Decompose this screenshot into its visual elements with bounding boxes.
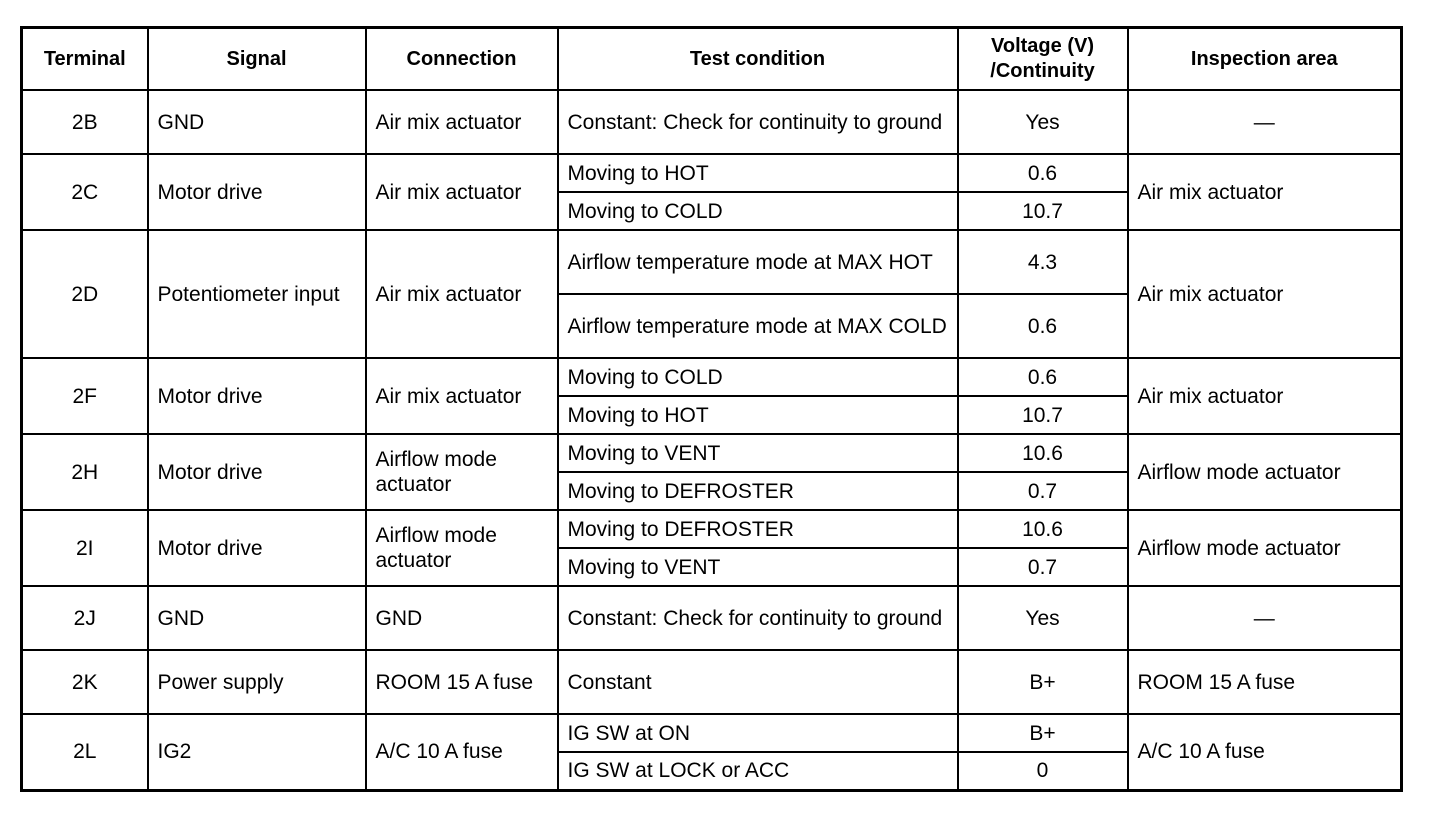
terminal-cell: 2I [22,510,148,586]
condition-cell: Moving to DEFROSTER [558,510,958,548]
inspection-cell: Air mix actuator [1128,358,1402,434]
terminal-cell: 2K [22,650,148,714]
value-cell: Yes [958,586,1128,650]
inspection-cell: A/C 10 A fuse [1128,714,1402,790]
connection-cell: Air mix actuator [366,154,558,230]
terminal-cell: 2D [22,230,148,358]
terminal-inspection-table [20,26,1403,792]
value-cell: 10.6 [958,510,1128,548]
header-voltage-line2: /Continuity [990,60,1095,82]
signal-cell: Motor drive [148,154,366,230]
table-row [22,650,1402,714]
condition-cell: Constant: Check for continuity to ground [558,90,958,154]
condition-cell: IG SW at LOCK or ACC [558,752,958,790]
condition-cell: Moving to VENT [558,548,958,586]
terminal-table-container [20,26,1403,792]
header-signal: Signal [148,28,366,91]
signal-cell: Motor drive [148,434,366,510]
condition-cell: Airflow temperature mode at MAX HOT [558,230,958,294]
value-cell: 10.6 [958,434,1128,472]
inspection-cell: ROOM 15 A fuse [1128,650,1402,714]
inspection-cell: — [1128,90,1402,154]
header-voltage-line1: Voltage (V) [991,35,1094,57]
table-row [22,90,1402,154]
signal-cell: Power supply [148,650,366,714]
condition-cell: Moving to VENT [558,434,958,472]
value-cell: 0.7 [958,472,1128,510]
connection-cell: Airflow mode actuator [366,434,558,510]
inspection-cell: Airflow mode actuator [1128,434,1402,510]
condition-cell: Constant [558,650,958,714]
connection-cell: ROOM 15 A fuse [366,650,558,714]
signal-cell: Motor drive [148,358,366,434]
signal-cell: GND [148,586,366,650]
header-terminal: Terminal [22,28,148,91]
value-cell: 4.3 [958,230,1128,294]
condition-cell: Moving to COLD [558,358,958,396]
table-row [22,510,1402,548]
value-cell: 0.6 [958,154,1128,192]
value-cell: 0.6 [958,358,1128,396]
signal-cell: Motor drive [148,510,366,586]
value-cell: 0 [958,752,1128,790]
connection-cell: Air mix actuator [366,90,558,154]
table-row [22,714,1402,752]
connection-cell: Air mix actuator [366,358,558,434]
inspection-cell: Air mix actuator [1128,230,1402,358]
connection-cell: A/C 10 A fuse [366,714,558,790]
signal-cell: Potentiometer input [148,230,366,358]
condition-cell: Moving to DEFROSTER [558,472,958,510]
condition-cell: IG SW at ON [558,714,958,752]
condition-cell: Moving to HOT [558,154,958,192]
value-cell: 0.6 [958,294,1128,358]
inspection-cell: Air mix actuator [1128,154,1402,230]
table-row [22,230,1402,294]
condition-cell: Constant: Check for continuity to ground [558,586,958,650]
value-cell: 10.7 [958,396,1128,434]
table-row [22,586,1402,650]
value-cell: 10.7 [958,192,1128,230]
connection-cell: GND [366,586,558,650]
header-inspection-area: Inspection area [1128,28,1402,91]
inspection-cell: Airflow mode actuator [1128,510,1402,586]
terminal-cell: 2J [22,586,148,650]
header-row [22,28,1402,91]
value-cell: Yes [958,90,1128,154]
inspection-cell: — [1128,586,1402,650]
table-row [22,434,1402,472]
signal-cell: IG2 [148,714,366,790]
terminal-cell: 2C [22,154,148,230]
header-voltage [958,28,1128,91]
value-cell: B+ [958,650,1128,714]
value-cell: B+ [958,714,1128,752]
connection-cell: Air mix actuator [366,230,558,358]
connection-cell: Airflow mode actuator [366,510,558,586]
signal-cell: GND [148,90,366,154]
condition-cell: Airflow temperature mode at MAX COLD [558,294,958,358]
header-connection: Connection [366,28,558,91]
condition-cell: Moving to COLD [558,192,958,230]
condition-cell: Moving to HOT [558,396,958,434]
terminal-cell: 2H [22,434,148,510]
terminal-cell: 2B [22,90,148,154]
value-cell: 0.7 [958,548,1128,586]
terminal-cell: 2L [22,714,148,790]
header-test-condition: Test condition [558,28,958,91]
table-row [22,154,1402,192]
terminal-cell: 2F [22,358,148,434]
table-row [22,358,1402,396]
